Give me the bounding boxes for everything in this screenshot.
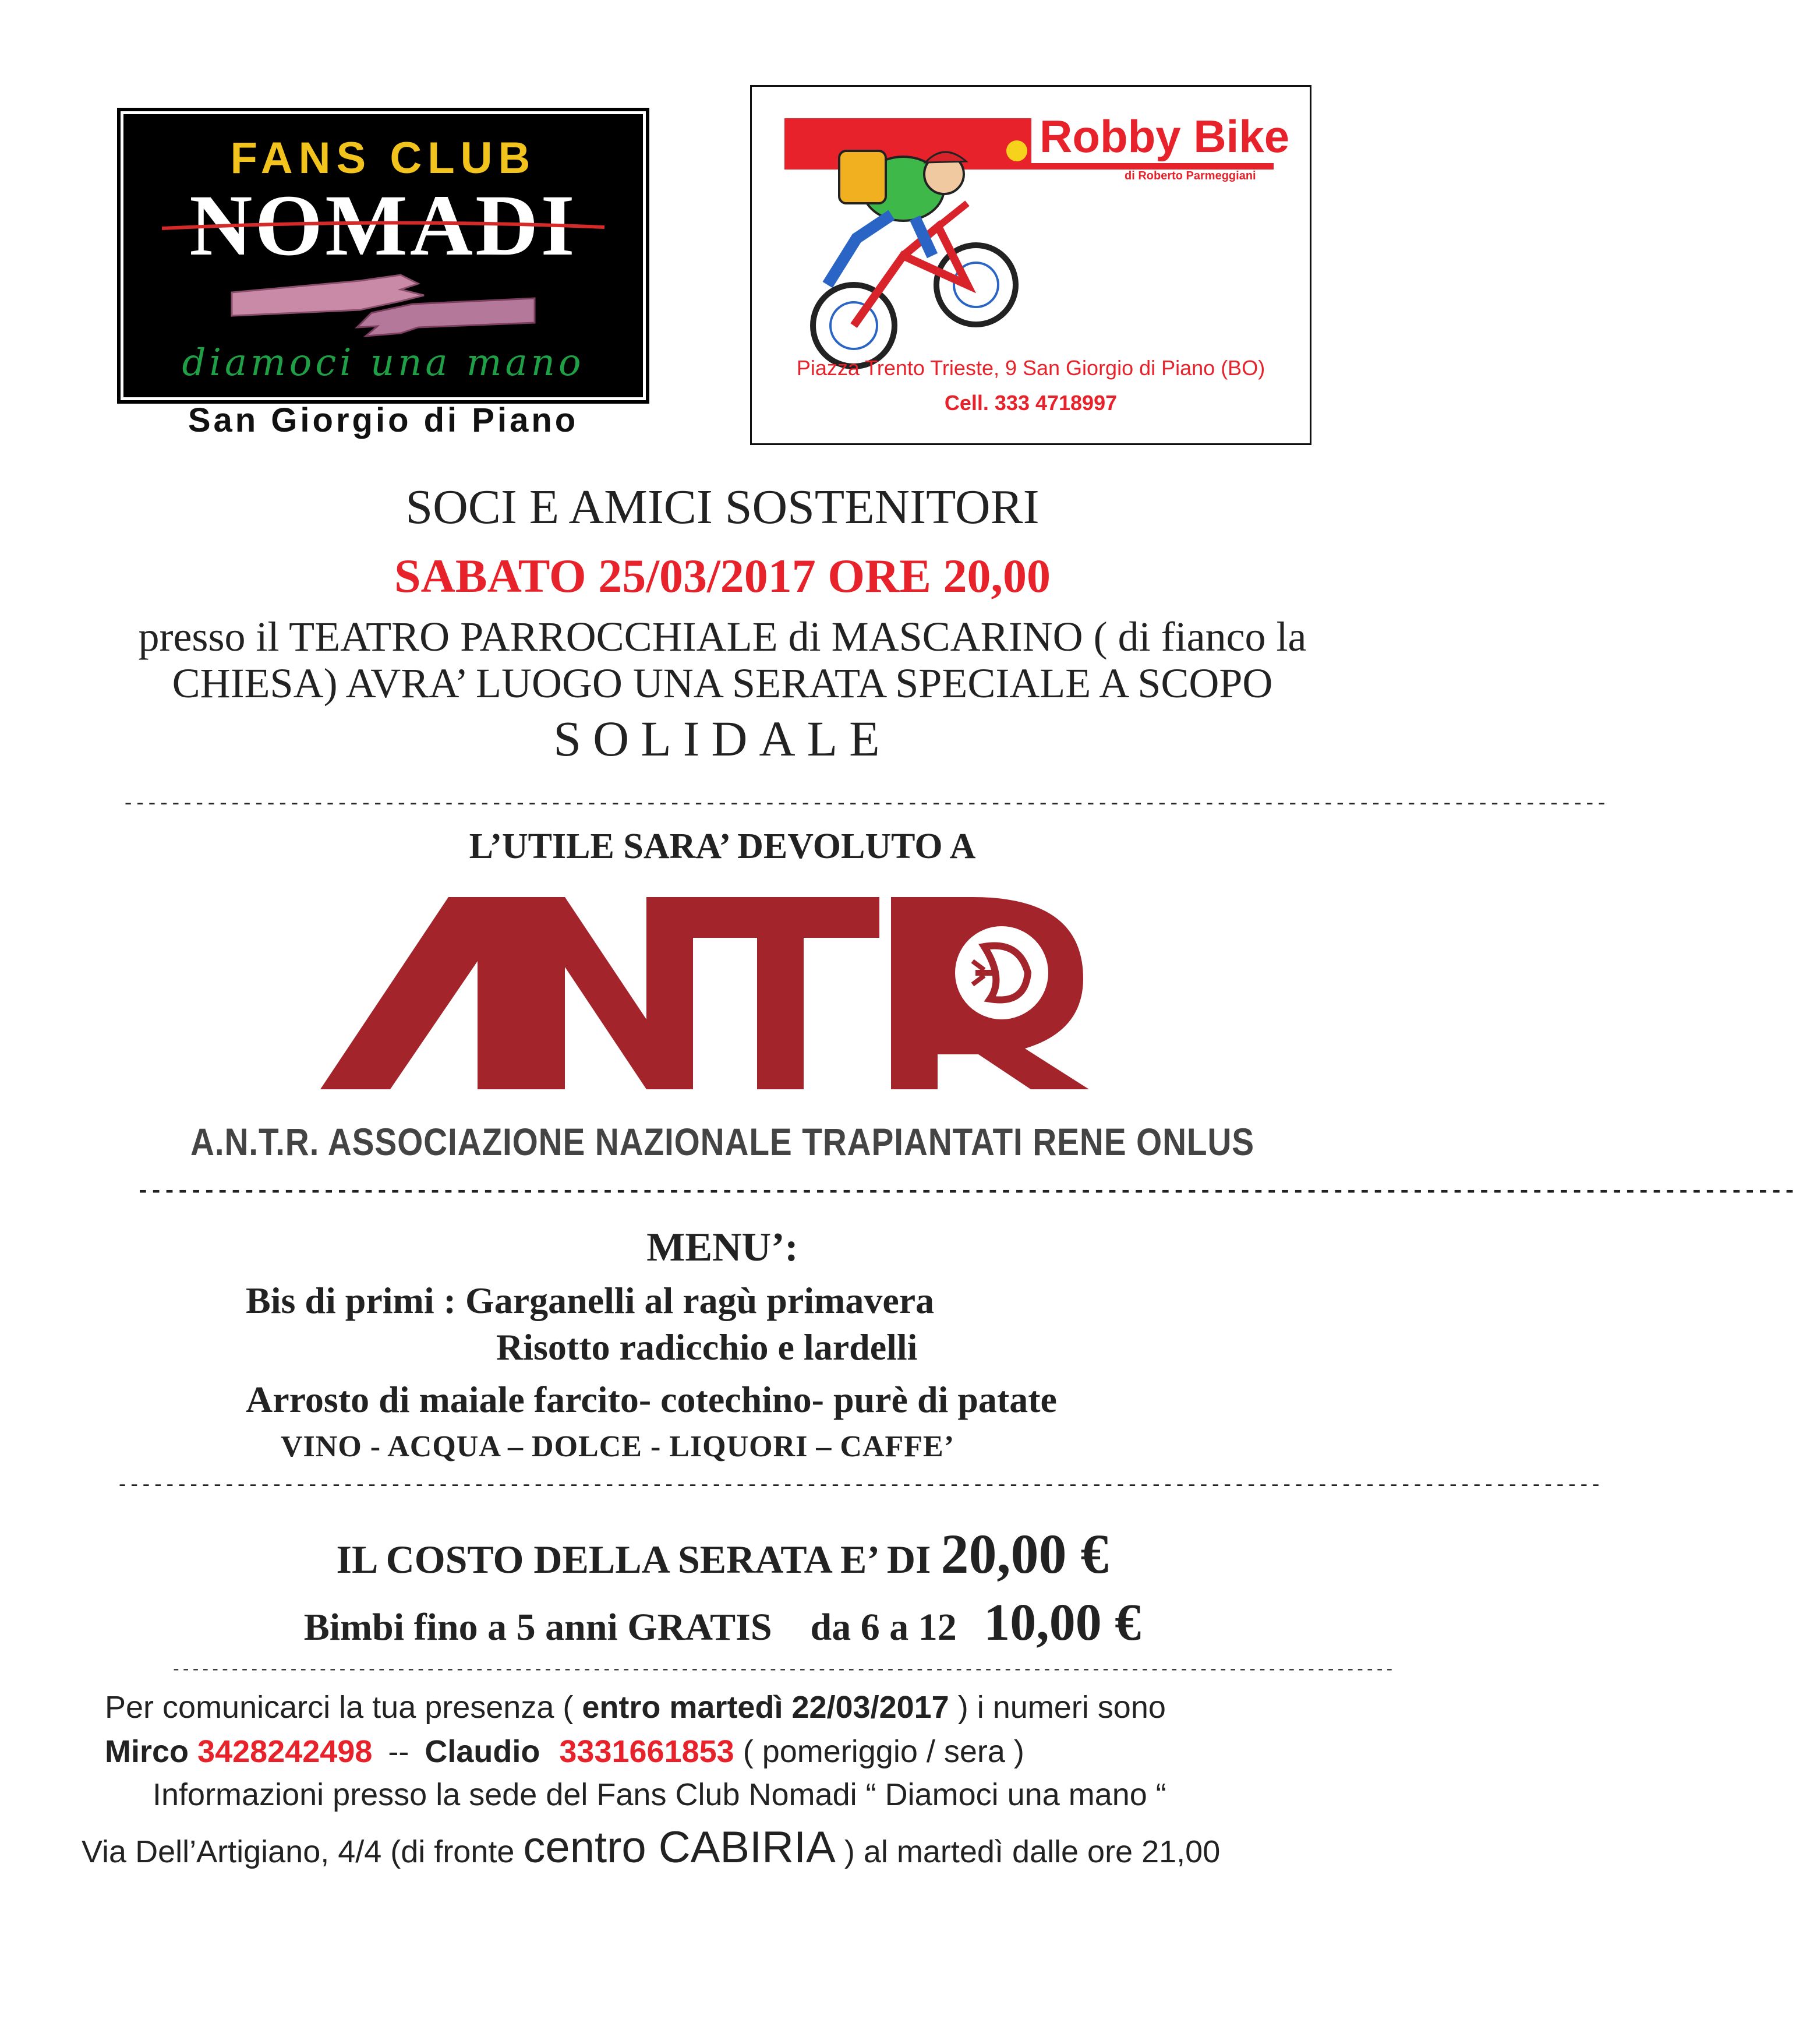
- kids-label: Bimbi fino a 5 anni GRATIS da 6 a 12: [303, 1606, 957, 1648]
- headline-supporters: SOCI E AMICI SOSTENITORI: [405, 480, 1040, 534]
- cyclist-icon: [793, 110, 1037, 378]
- fans-club-motto: diamoci una mano: [182, 341, 585, 384]
- robby-bike-owner: di Roberto Parmeggiani: [1125, 170, 1256, 182]
- menu-line-main: Arrosto di maiale farcito- cotechino- purè di patate: [246, 1379, 1057, 1420]
- rsvp-line: [105, 1689, 1166, 1725]
- menu-line-risotto: Risotto radicchio e lardelli: [496, 1326, 918, 1368]
- headline-solidale: SOLIDALE: [553, 711, 892, 767]
- contact-separator: --: [388, 1734, 409, 1769]
- robby-bike-address: Piazza Trento Trieste, 9 San Giorgio di Piano (BO): [796, 356, 1265, 380]
- hands-icon: [226, 257, 540, 345]
- headline-date: SABATO 25/03/2017 ORE 20,00: [394, 549, 1051, 602]
- contact-name-2: Claudio: [425, 1734, 540, 1769]
- address-center: centro CABIRIA: [523, 1823, 836, 1872]
- headline-event: CHIESA) AVRA’ LUOGO UNA SERATA SPECIALE A SCOPO: [172, 660, 1273, 707]
- menu-line-first-courses: Bis di primi : Garganelli al ragù primavera: [246, 1280, 935, 1321]
- address-post: ) al martedì dalle ore 21,00: [844, 1834, 1221, 1869]
- contact-phone-2: 3331661853: [559, 1734, 734, 1769]
- fans-club-top-text: FANS CLUB: [230, 133, 536, 183]
- dashed-divider: -----------------------------------------------------------------------------------------------------------------------------: [171, 1661, 1395, 1679]
- cost-value: 20,00 €: [941, 1523, 1109, 1585]
- contact-name-1: Mirco: [105, 1734, 189, 1769]
- red-swoosh-line: [162, 221, 604, 234]
- evening-cost: [0, 1521, 1445, 1586]
- rsvp-pre: Per comunicarci la tua presenza (: [105, 1690, 574, 1725]
- beneficiary-intro: L’UTILE SARA’ DEVOLUTO A: [469, 827, 976, 866]
- cost-label: IL COSTO DELLA SERATA E’ DI: [336, 1537, 931, 1581]
- antr-logo: [320, 885, 1124, 1095]
- fans-club-logo: [123, 114, 643, 397]
- menu-line-drinks: VINO - ACQUA – DOLCE - LIQUORI – CAFFE’: [281, 1430, 955, 1463]
- kids-price: [0, 1593, 1445, 1653]
- fans-club-city: San Giorgio di Piano: [188, 401, 579, 439]
- rsvp-deadline: entro martedì 22/03/2017: [582, 1690, 949, 1725]
- dashed-divider: -----------------------------------------------------------------------------------------------------------------------------: [136, 1179, 1796, 1204]
- robby-bike-card: [750, 85, 1311, 445]
- kids-value: 10,00 €: [984, 1594, 1141, 1651]
- address-line: [82, 1822, 1220, 1873]
- robby-bike-cell: Cell. 333 4718997: [944, 391, 1118, 415]
- fans-club-name: NOMADI: [189, 177, 577, 274]
- info-line: Informazioni presso la sede del Fans Club Nomadi “ Diamoci una mano “: [153, 1777, 1166, 1812]
- contact-phone-1: 3428242498: [197, 1734, 373, 1769]
- robby-bike-name: Robby Bike: [1031, 110, 1297, 163]
- address-pre: Via Dell’Artigiano, 4/4 (di fronte: [82, 1834, 515, 1869]
- rsvp-post: ) i numeri sono: [957, 1690, 1166, 1725]
- beneficiary-full-name: A.N.T.R. ASSOCIAZIONE NAZIONALE TRAPIANTATI RENE ONLUS: [190, 1120, 1255, 1163]
- dashed-divider: -----------------------------------------------------------------------------------------------------------------------------: [116, 1475, 1602, 1497]
- menu-title: MENU’:: [646, 1225, 798, 1270]
- dashed-divider: -----------------------------------------------------------------------------------------------------------------------------: [122, 793, 1608, 816]
- contact-time: ( pomeriggio / sera ): [743, 1734, 1024, 1769]
- phone-line: [105, 1734, 1024, 1770]
- headline-location: presso il TEATRO PARROCCHIALE di MASCARINO ( di fianco la: [138, 613, 1307, 660]
